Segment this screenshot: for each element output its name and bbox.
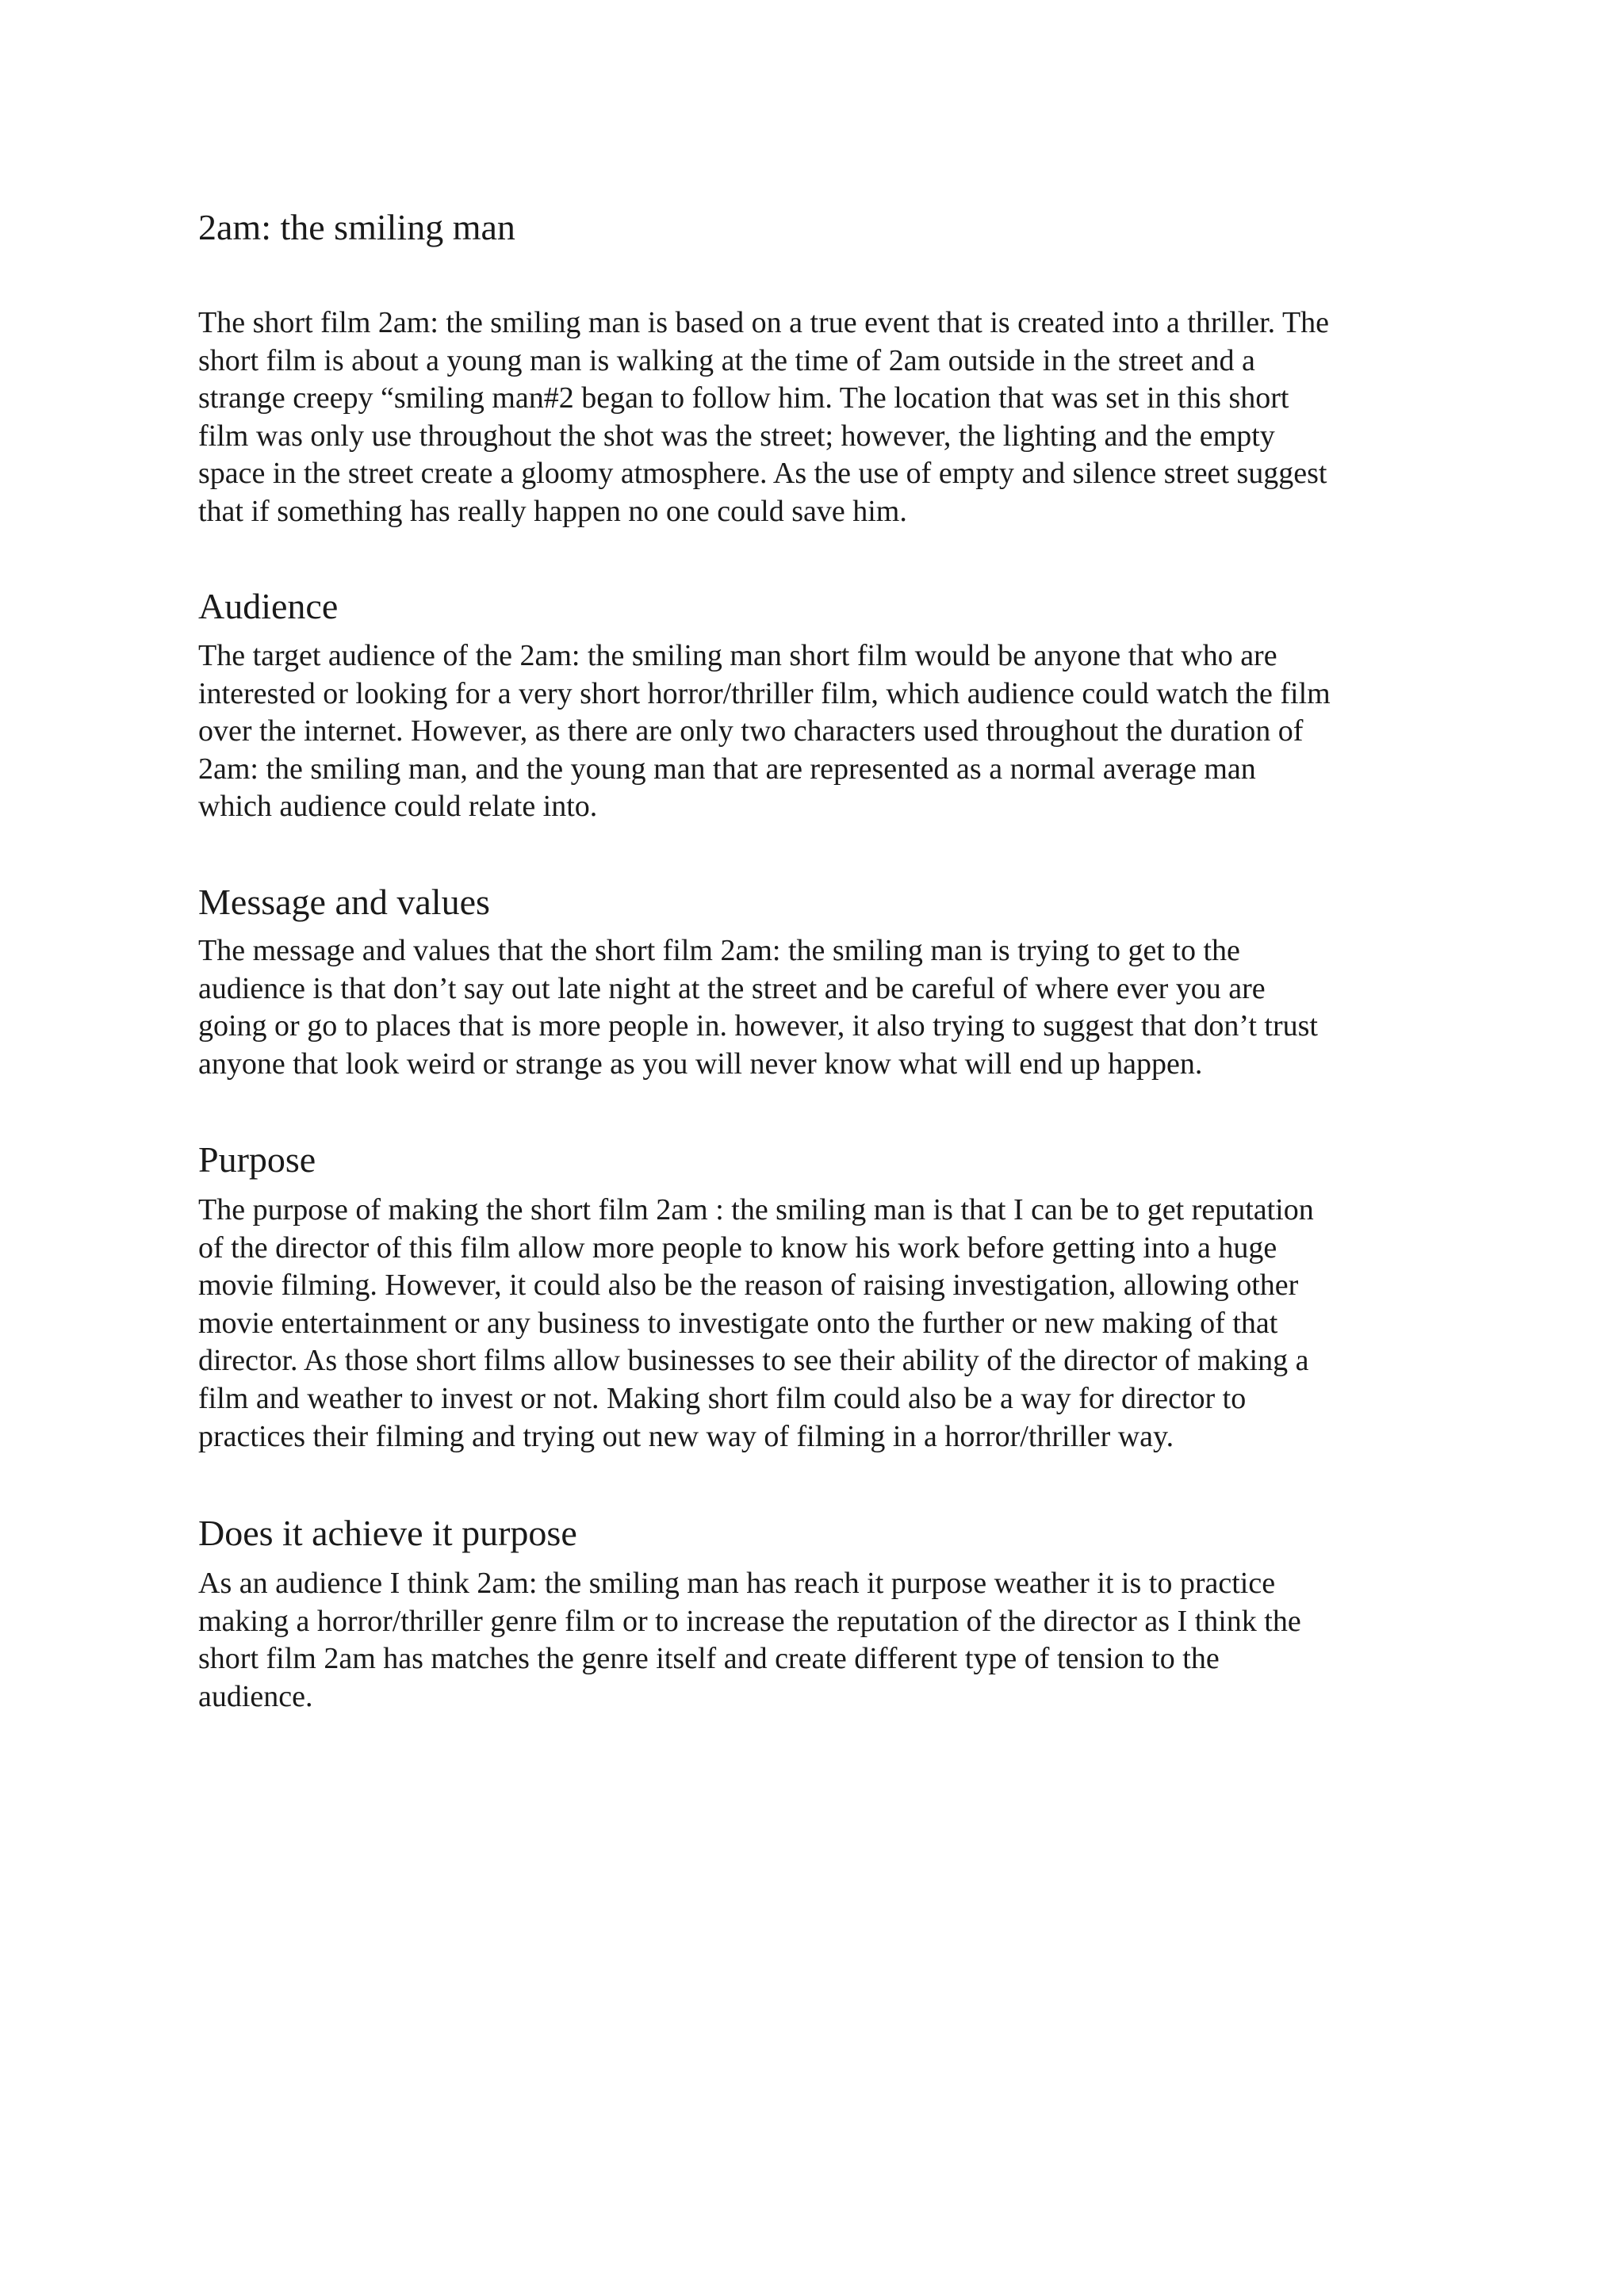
heading-audience: Audience <box>198 586 339 626</box>
purpose-line: The purpose of making the short film 2am : the smiling man is that I can be to get reputation <box>198 1193 1314 1226</box>
message-line: The message and values that the short film 2am: the smiling man is trying to get to the <box>198 934 1240 967</box>
message-line: audience is that don’t say out late night at the street and be careful of where ever you are <box>198 971 1266 1005</box>
message-line: anyone that look weird or strange as you will never know what will end up happen. <box>198 1047 1203 1081</box>
intro-line: short film is about a young man is walking at the time of 2am outside in the street and a <box>198 343 1255 377</box>
purpose-line: film and weather to invest or not. Making short film could also be a way for director to <box>198 1381 1247 1415</box>
purpose-line: director. As those short films allow businesses to see their ability of the director of making a <box>198 1344 1309 1378</box>
purpose-line: movie filming. However, it could also be the reason of raising investigation, allowing other <box>198 1269 1299 1303</box>
document-title: 2am: the smiling man <box>198 207 515 247</box>
audience-line: interested or looking for a very short horror/thriller film, which audience could watch the film <box>198 676 1331 710</box>
heading-purpose: Purpose <box>198 1139 316 1180</box>
achievement-line: As an audience I think 2am: the smiling man has reach it purpose weather it is to practice <box>198 1567 1276 1600</box>
audience-line: The target audience of the 2am: the smiling man short film would be anyone that who are <box>198 639 1277 672</box>
intro-line: The short film 2am: the smiling man is based on a true event that is created into a thriller. The <box>198 306 1330 339</box>
purpose-paragraph <box>198 1192 1467 1456</box>
message-line: going or go to places that is more people in. however, it also trying to suggest that don’t trust <box>198 1009 1318 1043</box>
intro-paragraph <box>198 304 1467 531</box>
purpose-line: movie entertainment or any business to investigate onto the further or new making of that <box>198 1306 1278 1340</box>
purpose-line: practices their filming and trying out new way of filming in a horror/thriller way. <box>198 1419 1174 1453</box>
audience-paragraph <box>198 637 1467 826</box>
intro-line: strange creepy “smiling man#2 began to follow him. The location that was set in this short <box>198 381 1289 415</box>
purpose-line: of the director of this film allow more people to know his work before getting into a huge <box>198 1230 1277 1265</box>
achievement-line: short film 2am has matches the genre itself and create different type of tension to the <box>198 1642 1220 1676</box>
intro-line: that if something has really happen no one could save him. <box>198 494 907 528</box>
message-paragraph <box>198 932 1467 1083</box>
achievement-paragraph <box>198 1565 1467 1716</box>
intro-line: film was only use throughout the shot was the street; however, the lighting and the empty <box>198 419 1275 453</box>
heading-does-it-achieve-it-purpose: Does it achieve it purpose <box>198 1513 577 1553</box>
achievement-line: audience. <box>198 1679 313 1713</box>
audience-line: 2am: the smiling man, and the young man that are represented as a normal average man <box>198 752 1256 786</box>
heading-message-and-values: Message and values <box>198 882 490 922</box>
achievement-line: making a horror/thriller genre film or to increase the reputation of the director as I think the <box>198 1604 1301 1638</box>
audience-line: which audience could relate into. <box>198 790 598 824</box>
audience-line: over the internet. However, as there are only two characters used throughout the duration of <box>198 714 1304 748</box>
intro-line: space in the street create a gloomy atmosphere. As the use of empty and silence street suggest <box>198 457 1327 491</box>
